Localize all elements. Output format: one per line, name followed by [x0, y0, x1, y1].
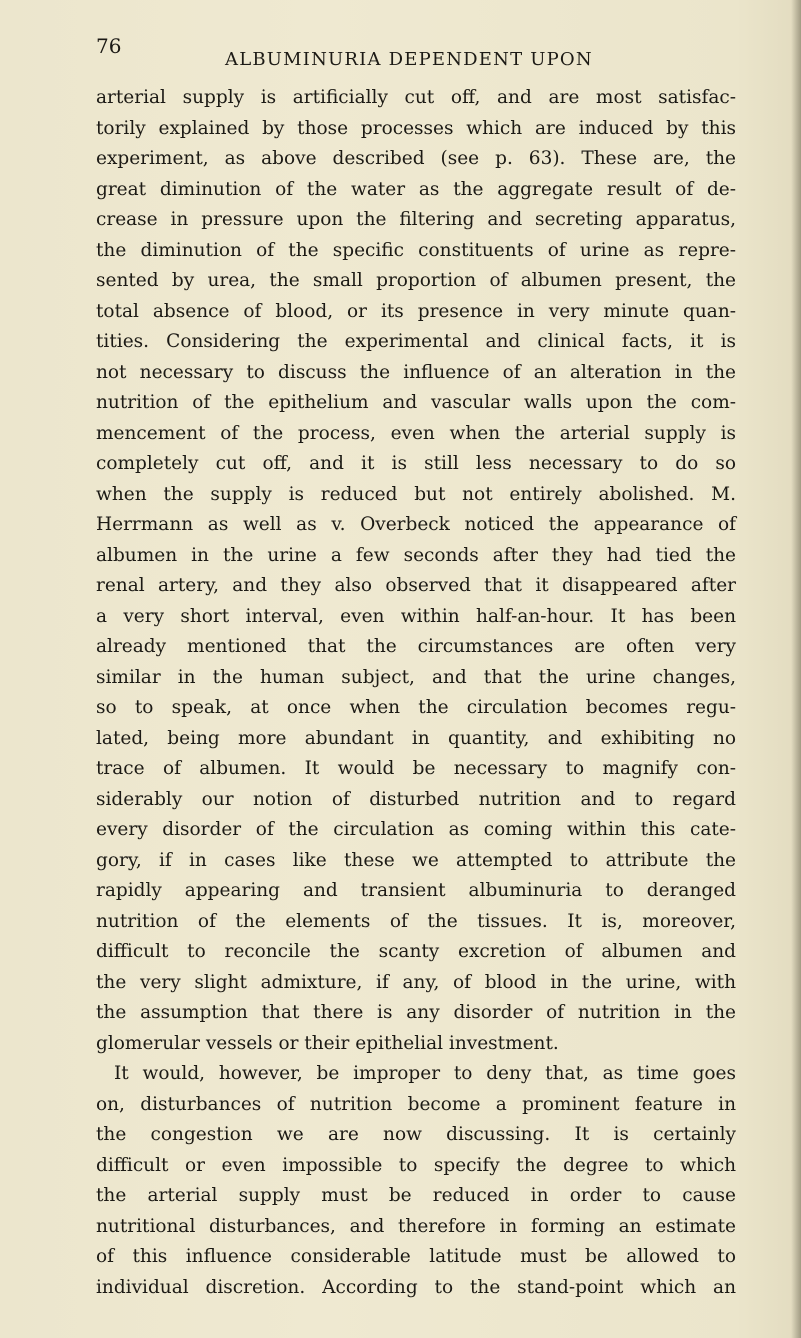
- text-line: trace of albumen. It would be necessary to magnify con-: [96, 758, 736, 779]
- text-line: sented by urea, the small proportion of albumen present, the: [96, 270, 736, 291]
- page-number: 76: [96, 34, 122, 58]
- text-line: the congestion we are now discussing. It is certainly: [96, 1124, 736, 1145]
- text-line: albumen in the urine a few seconds after they had tied the: [96, 544, 736, 566]
- text-line: so to speak, at once when the circulation becomes regu-: [96, 697, 736, 718]
- text-line: of this influence considerable latitude must be allowed to: [96, 1246, 736, 1267]
- text-line: already mentioned that the circumstances are often very: [96, 636, 736, 657]
- running-title: ALBUMINURIA DEPENDENT UPON: [225, 49, 593, 70]
- text-line: total absence of blood, or its presence in very minute quan-: [96, 300, 736, 322]
- text-line: arterial supply is artificially cut off, and are most satisfac-: [96, 87, 736, 108]
- text-line: lated, being more abundant in quantity, and exhibiting no: [96, 727, 736, 749]
- text-line: It would, however, be improper to deny that, as time goes: [114, 1063, 736, 1084]
- text-line: torily explained by those processes which are induced by this: [96, 117, 736, 139]
- text-line: renal artery, and they also observed that it disappeared after: [96, 575, 736, 596]
- text-line: Herrmann as well as v. Overbeck noticed the appearance of: [96, 514, 736, 535]
- text-line: mencement of the process, even when the arterial supply is: [96, 422, 736, 444]
- text-line: the very slight admixture, if any, of blood in the urine, with: [96, 971, 736, 993]
- text-line: gory, if in cases like these we attempted to attribute the: [96, 849, 736, 871]
- text-line: not necessary to discuss the influence of an alteration in the: [96, 361, 736, 383]
- text-line: the diminution of the specific constituents of urine as repre-: [96, 239, 736, 261]
- text-line: the assumption that there is any disorder of nutrition in the: [96, 1002, 736, 1023]
- text-line: nutrition of the elements of the tissues. It is, moreover,: [96, 910, 736, 932]
- text-line: rapidly appearing and transient albuminuria to deranged: [96, 880, 736, 901]
- running-head: [0, 34, 801, 74]
- text-line: nutritional disturbances, and therefore in forming an estimate: [96, 1215, 736, 1237]
- text-line: siderably our notion of disturbed nutrition and to regard: [96, 788, 736, 810]
- text-line: individual discretion. According to the stand-point which an: [96, 1276, 736, 1298]
- text-line: glomerular vessels or their epithelial investment.: [96, 1032, 559, 1054]
- text-line: the arterial supply must be reduced in order to cause: [96, 1185, 736, 1206]
- text-line: a very short interval, even within half-an-hour. It has been: [96, 605, 736, 627]
- text-line: on, disturbances of nutrition become a prominent feature in: [96, 1093, 736, 1115]
- text-line: difficult to reconcile the scanty excretion of albumen and: [96, 941, 736, 962]
- text-line: when the supply is reduced but not entirely abolished. M.: [96, 483, 736, 505]
- text-line: tities. Considering the experimental and clinical facts, it is: [96, 331, 736, 352]
- text-line: nutrition of the epithelium and vascular walls upon the com-: [96, 392, 736, 413]
- page-edge-shadow: [791, 0, 801, 1338]
- text-line: completely cut off, and it is still less necessary to do so: [96, 453, 736, 474]
- text-line: every disorder of the circulation as coming within this cate-: [96, 819, 736, 840]
- body-text: [96, 83, 736, 1303]
- text-line: similar in the human subject, and that the urine changes,: [96, 666, 736, 688]
- text-line: crease in pressure upon the filtering and secreting apparatus,: [96, 209, 736, 230]
- text-line: difficult or even impossible to specify the degree to which: [96, 1154, 736, 1176]
- text-line: great diminution of the water as the aggregate result of de-: [96, 178, 736, 200]
- text-line: experiment, as above described (see p. 63). These are, the: [96, 148, 736, 169]
